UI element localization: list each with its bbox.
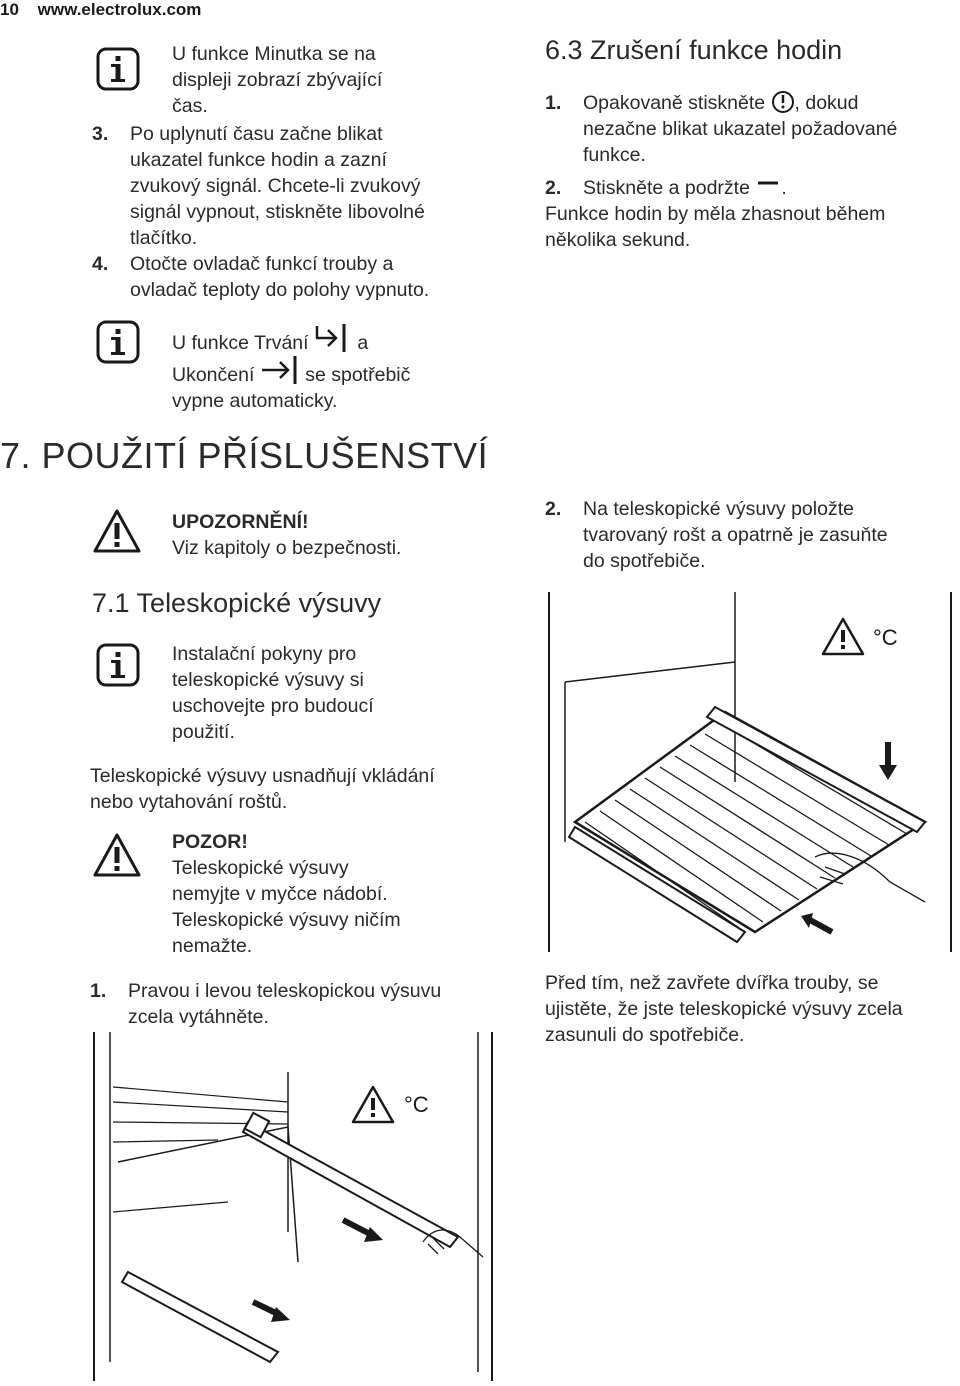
warning-title: UPOZORNĚNÍ!	[172, 511, 309, 533]
clock-off-note	[545, 201, 885, 253]
text-line: Otočte ovladač funkcí trouby a	[130, 253, 394, 275]
text-line: tvarovaný rošt a opatrně je zasuňte	[583, 524, 888, 546]
warning-icon	[92, 832, 142, 883]
text-line: signál vypnout, stiskněte libovolné	[130, 201, 425, 223]
text-line: zvukový signál. Chcete-li zvukový	[130, 175, 421, 197]
text-line: uschovejte pro budoucí	[172, 695, 374, 717]
warning-icon	[92, 508, 142, 559]
info-icon	[96, 643, 140, 692]
text-line: Po uplynutí času začne blikat	[130, 123, 383, 145]
section-title-6-3: 6.3 Zrušení funkce hodin	[545, 35, 843, 65]
info-note-install	[172, 641, 374, 745]
text-line: Teleskopické výsuvy ničím	[172, 909, 401, 931]
text-line: Teleskopické výsuvy usnadňují vkládání	[90, 765, 435, 787]
text-line: několika sekund.	[545, 229, 691, 251]
info-icon	[96, 320, 140, 369]
text-line: ovladač teploty do polohy vypnuto.	[130, 279, 430, 301]
text-part: U funkce Trvání	[172, 332, 309, 354]
text-line: vypne automaticky.	[172, 390, 338, 412]
step-3	[92, 121, 482, 251]
step-number: 2.	[545, 498, 562, 520]
figure-2-drawing	[545, 582, 955, 952]
text-line: nezačne blikat ukazatel požadované	[583, 118, 898, 140]
text-line: Instalační pokyny pro	[172, 643, 357, 665]
end-time-icon	[260, 356, 300, 386]
text-part: Stiskněte a podržte	[583, 177, 750, 199]
text-line: Před tím, než zavřete dvířka trouby, se	[545, 972, 879, 994]
text-line: teleskopické výsuvy si	[172, 669, 364, 691]
figure-rack-on-rails	[545, 582, 955, 952]
step-number: 3.	[92, 123, 109, 145]
info-note-duration	[172, 324, 472, 414]
warning-safety	[172, 509, 401, 561]
text-line: Teleskopické výsuvy	[172, 857, 349, 879]
text-part: a	[357, 332, 369, 354]
hot-label: °C	[404, 1092, 429, 1117]
closing-note	[545, 970, 903, 1048]
step-number: 4.	[92, 253, 109, 275]
text-line: nebo vytahování roštů.	[90, 791, 288, 813]
caution-title: POZOR!	[172, 831, 248, 853]
minus-button-icon	[755, 179, 781, 199]
text-line: použití.	[172, 721, 235, 743]
step-1-pull-out	[90, 978, 510, 1030]
text-part: Ukončení	[172, 364, 255, 386]
step-number: 1.	[90, 980, 107, 1002]
figure-rails-pulled-out	[88, 1032, 498, 1381]
caution-notice	[172, 829, 401, 959]
site-url: www.electrolux.com	[37, 0, 202, 19]
text-line: čas.	[172, 95, 208, 117]
step-4	[92, 251, 482, 303]
text-line: displeji zobrazí zbývající	[172, 69, 383, 91]
step-2-hold	[545, 175, 955, 201]
hot-label: °C	[873, 625, 898, 650]
section-title-7: 7. POUŽITÍ PŘÍSLUŠENSTVÍ	[0, 435, 489, 476]
text-line: funkce.	[583, 144, 646, 166]
text-part: , dokud	[794, 92, 859, 114]
text-line: Na teleskopické výsuvy položte	[583, 498, 854, 520]
text-line: ukazatel funkce hodin a zazní	[130, 149, 387, 171]
text-part: .	[781, 177, 787, 199]
telescopic-description	[90, 763, 435, 815]
page-header	[0, 0, 201, 20]
text-part: Opakovaně stiskněte	[583, 92, 766, 114]
step-2-place-rack	[545, 496, 955, 574]
text-line: zasunuli do spotřebiče.	[545, 1024, 745, 1046]
info-note-timer	[172, 41, 382, 119]
section-title-7-1: 7.1 Teleskopické výsuvy	[92, 588, 382, 618]
text-line: Funkce hodin by měla zhasnout během	[545, 203, 886, 225]
duration-icon	[314, 324, 352, 354]
step-number: 2.	[545, 177, 562, 199]
text-line: do spotřebiče.	[583, 550, 706, 572]
text-line: ujistěte, že jste teleskopické výsuvy zcela	[545, 998, 903, 1020]
text-line: U funkce Minutka se na	[172, 43, 376, 65]
text-line: nemažte.	[172, 935, 253, 957]
text-part: se spotřebič	[305, 364, 411, 386]
text-line: Pravou i levou teleskopickou výsuvu	[128, 980, 442, 1002]
page-number: 10	[0, 0, 19, 19]
text-line: nemyjte v myčce nádobí.	[172, 883, 388, 905]
warning-text: Viz kapitoly o bezpečnosti.	[172, 537, 402, 559]
info-icon	[96, 47, 140, 96]
text-line: tlačítko.	[130, 227, 198, 249]
clock-button-icon	[771, 90, 795, 114]
figure-1-drawing	[88, 1032, 498, 1381]
step-number: 1.	[545, 92, 562, 114]
text-line: zcela vytáhněte.	[128, 1006, 269, 1028]
step-1-cancel	[545, 90, 955, 168]
